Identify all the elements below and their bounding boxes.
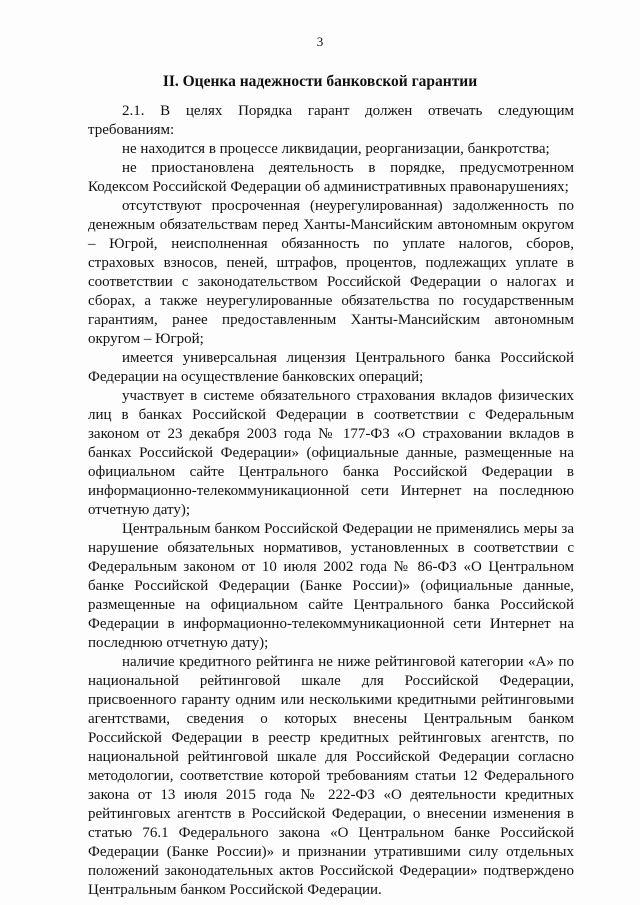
document-body bbox=[88, 102, 574, 900]
paragraph-not-suspended: не приостановлена деятельность в порядке, предусмотренном Кодексом Российской Федерации об административных правонарушениях; bbox=[88, 160, 574, 195]
paragraph-no-central-bank-measures: Центральным банком Российской Федерации не применялись меры за нарушение обязательных нормативов, установленных в соответствии с Федеральным законом от 10 июля 2002 года № 86-ФЗ «О Центральном банке Российской Федерации (Банке России)» (официальные данные, размещенные на официальном сайте Центрального банка Российской Федерации в информационно-телекоммуникационной сети Интернет на последнюю отчетную дату); bbox=[88, 521, 574, 651]
paragraph-no-overdue-debt: отсутствуют просроченная (неурегулированная) задолженность по денежным обязательствам перед Ханты-Мансийским автономным округом – Югрой, неисполненная обязанность по уплате налогов, сборов, страховых взносов, пеней, штрафов, процентов, подлежащих уплате в соответствии с законодательством Российской Федерации о налогах и сборах, а также неурегулированные обязательства по государственным гарантиям, ранее предоставленным Ханты-Мансийским автономным округом – Югрой; bbox=[88, 198, 574, 347]
paragraph-deposit-insurance: участвует в системе обязательного страхования вкладов физических лиц в банках Российской Федерации в соответствии с Федеральным законом от 23 декабря 2003 года № 177-ФЗ «О страховании вкладов в банках Российской Федерации» (официальные данные, размещенные на официальном сайте Центрального банка Российской Федерации в информационно-телекоммуникационной сети Интернет на последнюю отчетную дату); bbox=[88, 388, 574, 518]
paragraph-universal-license: имеется универсальная лицензия Центрального банка Российской Федерации на осуществление банковских операций; bbox=[88, 350, 574, 385]
paragraph-credit-rating: наличие кредитного рейтинга не ниже рейтинговой категории «A» по национальной рейтинговой шкале для Российской Федерации, присвоенного гаранту одним или несколькими кредитными рейтинговыми агентствами, сведения о которых внесены Центральным банком Российской Федерации в реестр кредитных рейтинговых агентств, по национальной рейтинговой шкале для Российской Федерации согласно методологии, соответствие которой требованиям статьи 12 Федерального закона от 13 июля 2015 года № 222-ФЗ «О деятельности кредитных рейтинговых агентств в Российской Федерации, о внесении изменения в статью 76.1 Федерального закона «О Центральном банке Российской Федерации (Банке России)» и признании утратившими силу отдельных положений законодательных актов Российской Федерации» подтверждено Центральным банком Российской Федерации. bbox=[88, 654, 574, 898]
paragraph-requirements-intro: 2.1. В целях Порядка гарант должен отвечать следующим требованиям: bbox=[88, 103, 574, 138]
section-title: II. Оценка надежности банковской гарантии bbox=[162, 73, 478, 90]
paragraph-no-liquidation: не находится в процессе ликвидации, реорганизации, банкротства; bbox=[122, 141, 550, 157]
page-number: 3 bbox=[316, 34, 324, 49]
